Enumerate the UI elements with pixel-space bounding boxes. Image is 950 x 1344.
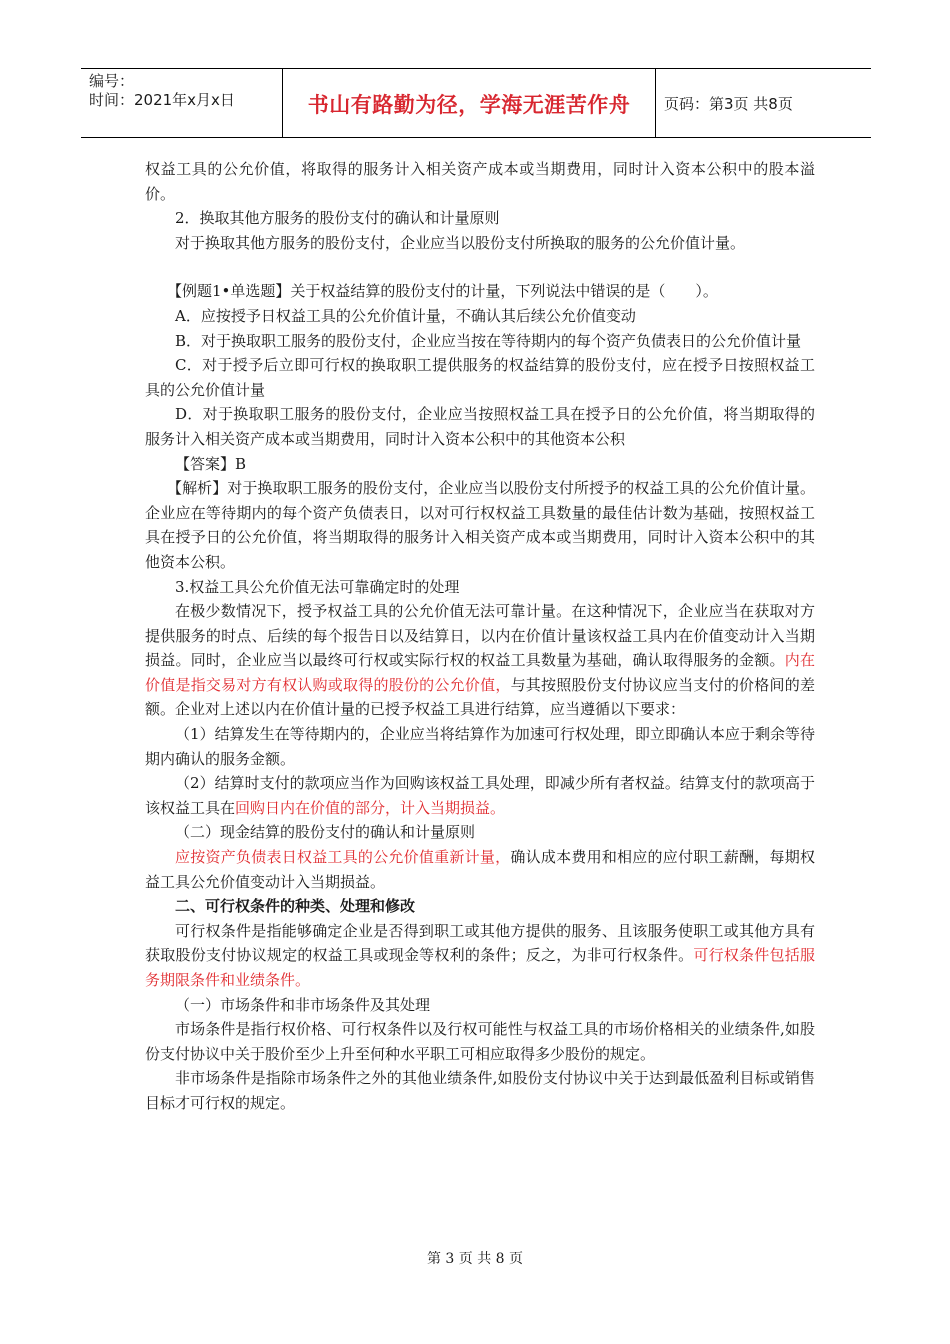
option-c: C．对于授予后立即可行权的换取职工提供服务的权益结算的股份支付，应在授予日按照权益工具的公允价值计量: [145, 356, 815, 399]
paragraph: 在极少数情况下，授予权益工具的公允价值无法可靠计量。在这种情况下，企业应当在获取对方提供服务的时点、后续的每个报告日以及结算日，以内在价值计量该权益工具内在价值变动计入当期损益。同时，企业应当以最终可行权或实际行权的权益工具数量为基础，确认取得服务的金额。内在价值是指交易对方有权认购或取得的股份的公允价值，与其按照股份支付协议应当支付的价格间的差额。企业对上述以内在价值计量的已授予权益工具进行结算，应当遵循以下要求：: [145, 602, 815, 719]
list-item: （1）结算发生在等待期内的，企业应当将结算作为加速可行权处理，即立即确认本应于剩余等待期内确认的服务金额。: [145, 725, 815, 768]
section-heading: 2．换取其他方服务的股份支付的确认和计量原则: [175, 209, 500, 228]
highlighted-text: 内在价值是指交易对方有权认购或取得的股份的公允价值，: [145, 651, 815, 694]
option-b: B．对于换取职工服务的股份支付，企业应当按在等待期内的每个资产负债表日的公允价值计量: [175, 331, 802, 350]
document-number-label: 编号：: [89, 72, 135, 90]
example-question: 【例题1•单选题】关于权益结算的股份支付的计量，下列说法中错误的是（ ）。: [167, 282, 718, 301]
paragraph: 市场条件是指行权价格、可行权条件以及行权可能性与权益工具的市场价格相关的业绩条件,如股份支付协议中关于股价至少上升至何种水平职工可相应取得多少股份的规定。: [145, 1020, 815, 1063]
option-d: D．对于换取职工服务的股份支付，企业应当按照权益工具在授予日的公允价值，将当期取得的服务计入相关资产成本或当期费用，同时计入资本公积中的其他资本公积: [145, 405, 815, 448]
paragraph: 权益工具的公允价值，将取得的服务计入相关资产成本或当期费用，同时计入资本公积中的股本溢价。: [145, 160, 815, 203]
header-page-number: 页码：第3页 共8页: [664, 95, 793, 113]
highlighted-text: 回购日内在价值的部分，计入当期损益。: [235, 798, 506, 817]
paragraph: 非市场条件是指除市场条件之外的其他业绩条件,如股份支付协议中关于达到最低盈利目标或销售目标才可行权的规定。: [145, 1069, 815, 1112]
section-heading: （一）市场条件和非市场条件及其处理: [175, 995, 431, 1014]
highlighted-text: 可行权条件包括服务期限条件和业绩条件。: [145, 946, 815, 989]
page-footer: 第 3 页 共 8 页: [426, 1251, 524, 1267]
section-title: 二、可行权条件的种类、处理和修改: [175, 897, 416, 916]
header-meta: [89, 72, 279, 110]
header-motto: 书山有路勤为径，学海无涯苦作舟: [307, 93, 631, 117]
list-item: （2）结算时支付的款项应当作为回购该权益工具处理，即减少所有者权益。结算支付的款项高于该权益工具在回购日内在价值的部分，计入当期损益。: [145, 774, 815, 817]
header-divider: [655, 69, 656, 137]
paragraph: 应按资产负债表日权益工具的公允价值重新计量，确认成本费用和相应的应付职工薪酬，每期权益工具公允价值变动计入当期损益。: [145, 848, 815, 891]
document-body: [145, 157, 815, 1116]
highlighted-text: 应按资产负债表日权益工具的公允价值重新计量，: [175, 848, 511, 867]
paragraph: 对于换取其他方服务的股份支付，企业应当以股份支付所换取的服务的公允价值计量。: [175, 233, 746, 252]
option-a: A．应按授予日权益工具的公允价值计量，不确认其后续公允价值变动: [175, 306, 636, 325]
page-header: [81, 68, 871, 138]
section-heading: （二）现金结算的股份支付的确认和计量原则: [175, 823, 476, 842]
answer: 【答案】B: [175, 454, 247, 473]
document-time-label: 时间：2021年x月x日: [89, 91, 235, 109]
section-heading: 3.权益工具公允价值无法可靠确定时的处理: [175, 577, 460, 596]
paragraph: 可行权条件是指能够确定企业是否得到职工或其他方提供的服务、且该服务使职工或其他方具有获取股份支付协议规定的权益工具或现金等权利的条件；反之，为非可行权条件。可行权条件包括服务期限条件和业绩条件。: [145, 921, 815, 989]
analysis: 【解析】对于换取职工服务的股份支付，企业应当以股份支付所授予的权益工具的公允价值计量。企业应在等待期内的每个资产负债表日，以对可行权权益工具数量的最佳估计数为基础，按照权益工具在授予日的公允价值，将当期取得的服务计入相关资产成本或当期费用，同时计入资本公积中的其他资本公积。: [145, 479, 815, 571]
